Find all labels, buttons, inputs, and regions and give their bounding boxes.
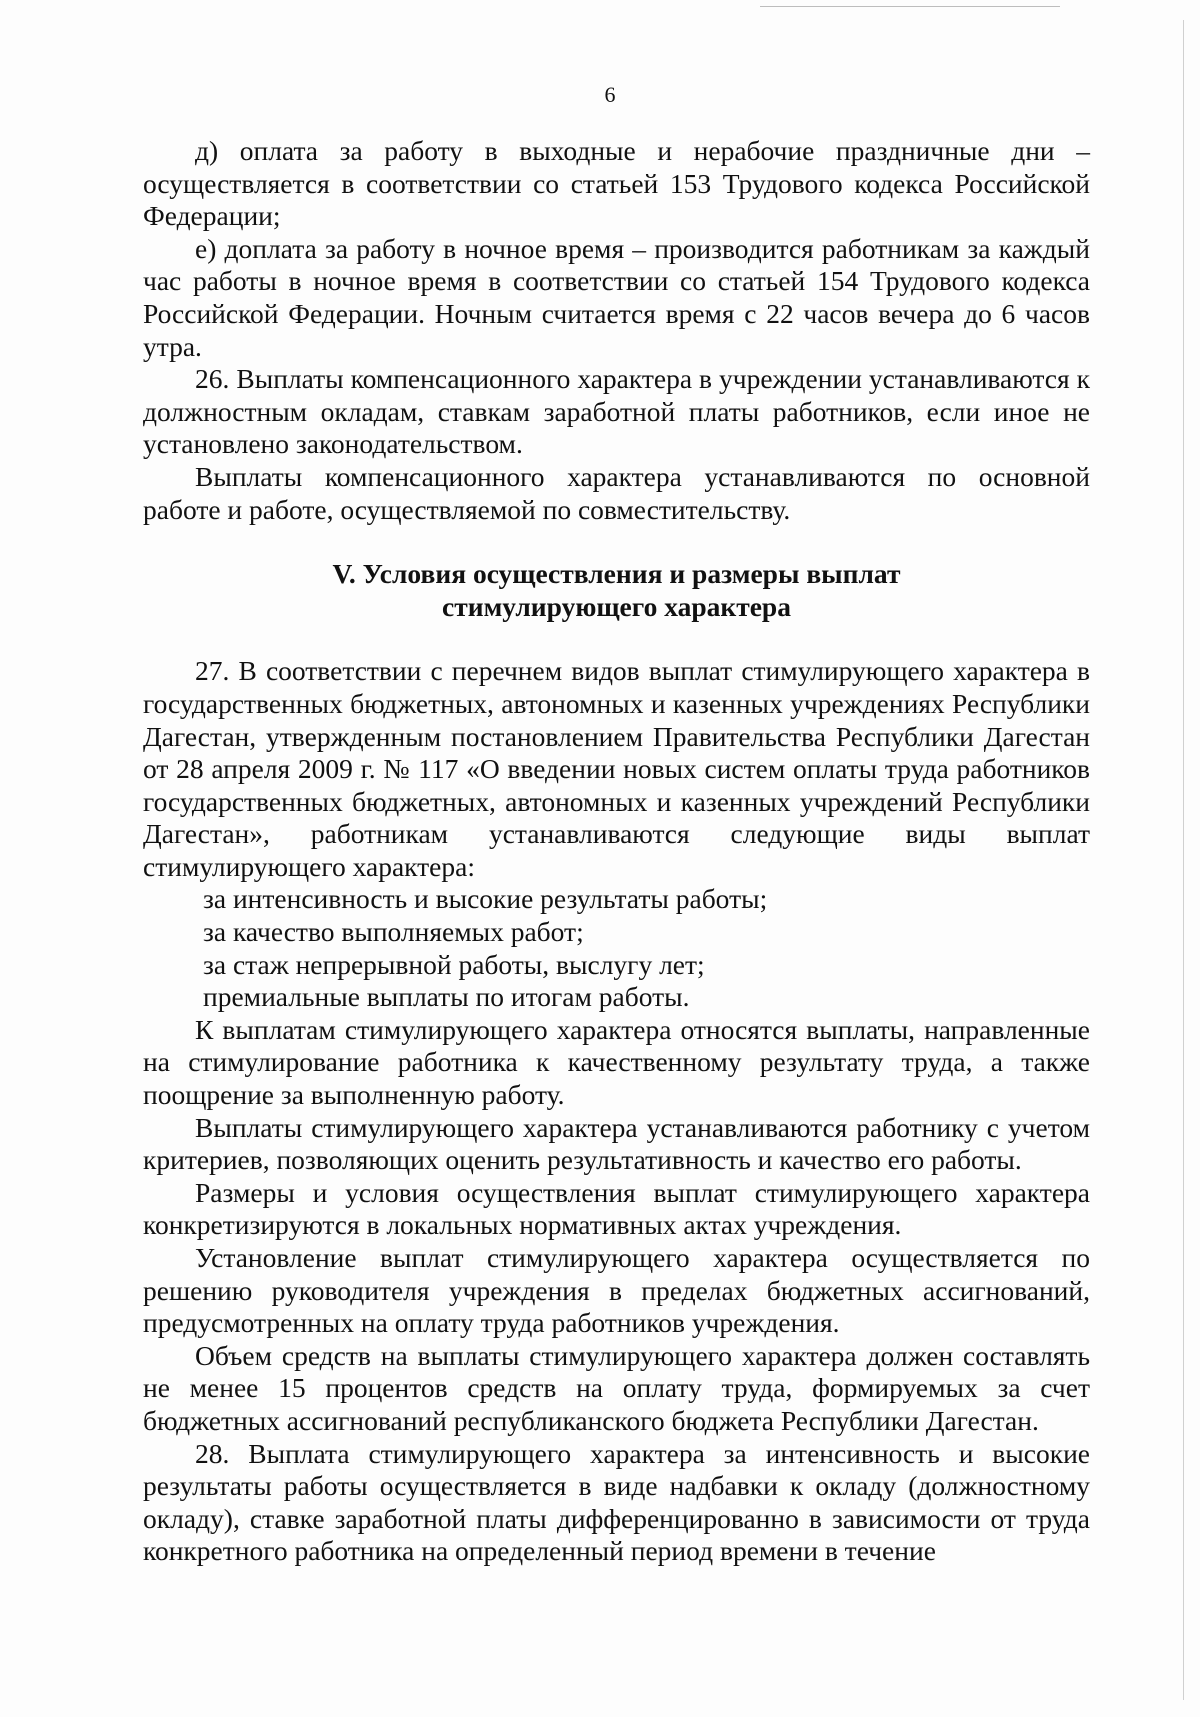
page-number: 6 xyxy=(604,82,616,107)
paragraph-criteria: Выплаты стимулирующего характера устанавливаются работнику с учетом критериев, позволяющих оценить результативность и качество его работы. xyxy=(143,1111,1090,1176)
paragraph-27: 27. В соответствии с перечнем видов выплат стимулирующего характера в государственных бюджетных, автономных и казенных учреждениях Республики Дагестан, утвержденным постановлением Правительства Республики Дагестан от 28 апреля 2009 г. № 117 «О введении новых систем оплаты труда работников государственных бюджетных, автономных и казенных учреждений Республики Дагестан», работникам устанавливаются следующие виды выплат стимулирующего характера: xyxy=(143,655,1090,882)
list-item: за стаж непрерывной работы, выслугу лет; xyxy=(203,948,705,980)
paragraph-stimulating-payments-definition: К выплатам стимулирующего характера относятся выплаты, направленные на стимулирование работника к качественному результату труда, а также поощрение за выполненную работу. xyxy=(143,1013,1090,1111)
paragraph-d: д) оплата за работу в выходные и нерабочие праздничные дни – осуществляется в соответствии со статьей 153 Трудового кодекса Российской Федерации; xyxy=(143,135,1090,232)
paragraph-decision: Установление выплат стимулирующего характера осуществляется по решению руководителя учреждения в пределах бюджетных ассигнований, предусмотренных на оплату труда работников учреждения. xyxy=(143,1242,1090,1339)
scan-edge-top xyxy=(760,6,1060,7)
paragraph-sizes: Размеры и условия осуществления выплат стимулирующего характера конкретизируются в локальных нормативных актах учреждения. xyxy=(143,1176,1090,1241)
document-body xyxy=(143,135,1090,1568)
scan-edge-right xyxy=(1183,20,1184,1700)
spacer xyxy=(143,623,1090,655)
paragraph-e: е) доплата за работу в ночное время – производится работникам за каждый час работы в ночное время в соответствии со статьей 154 Трудового кодекса Российской Федерации. Ночным считается время с 22 часов вечера до 6 часов утра. xyxy=(143,232,1090,362)
paragraph-26-continued: Выплаты компенсационного характера устанавливаются по основной работе и работе, осуществляемой по совместительству. xyxy=(143,460,1090,525)
section-heading-line-1: V. Условия осуществления и размеры выплат xyxy=(332,558,901,590)
list-item: премиальные выплаты по итогам работы. xyxy=(203,981,690,1013)
list-item: за качество выполняемых работ; xyxy=(203,916,584,948)
paragraph-26: 26. Выплаты компенсационного характера в учреждении устанавливаются к должностным окладам, ставкам заработной платы работников, если иное не установлено законодательством. xyxy=(143,363,1090,460)
paragraph-volume: Объем средств на выплаты стимулирующего характера должен составлять не менее 15 процентов средств на оплату труда, формируемых за счет бюджетных ассигнований республиканского бюджета Республики Дагестан. xyxy=(143,1339,1090,1436)
spacer xyxy=(143,526,1090,558)
list-item: за интенсивность и высокие результаты работы; xyxy=(203,883,768,915)
paragraph-28: 28. Выплата стимулирующего характера за интенсивность и высокие результаты работы осуществляется в виде надбавки к окладу (должностному окладу), ставке заработной платы дифференцированно в зависимости от труда конкретного работника на определенный период времени в течение xyxy=(143,1437,1090,1567)
section-heading-line-2: стимулирующего характера xyxy=(442,590,791,622)
